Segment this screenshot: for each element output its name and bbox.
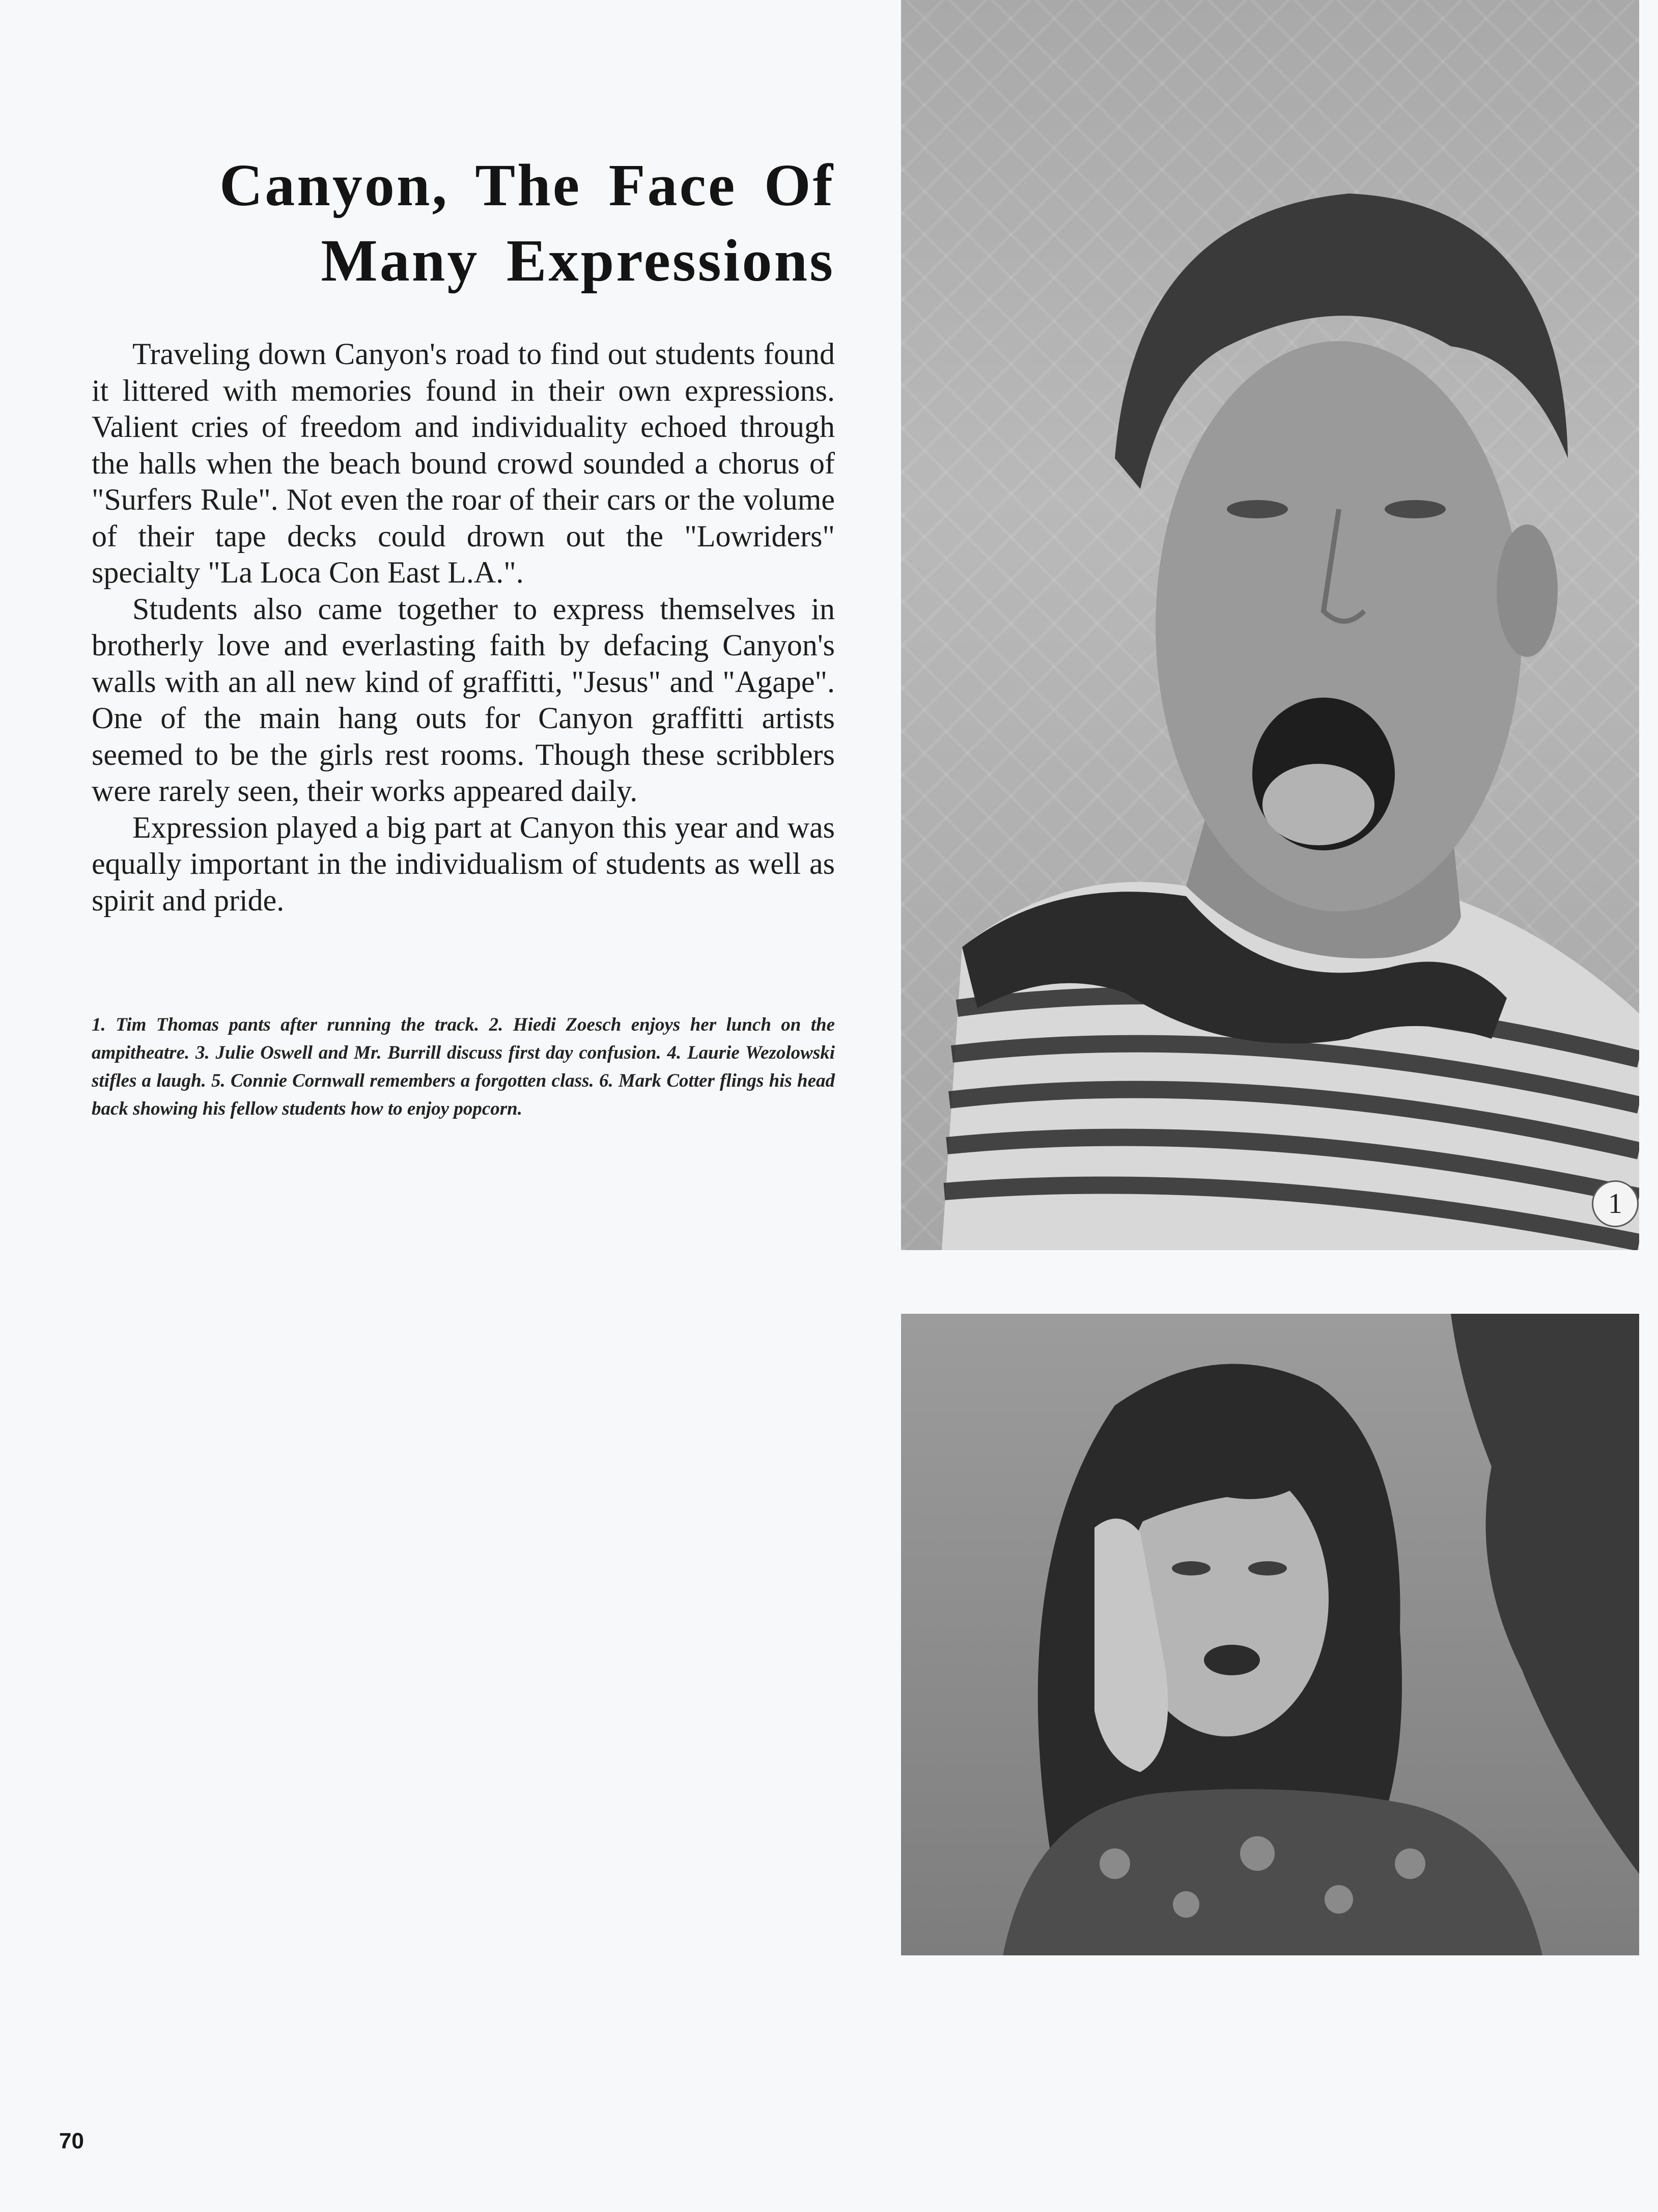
article-body [92,336,835,919]
title-line-1: Canyon, The Face Of [219,152,835,218]
photo-captions: 1. Tim Thomas pants after running the track. 2. Hiedi Zoesch enjoys her lunch on the ampitheatre. 3. Julie Oswell and Mr. Burrill discuss first day confusion. 4. Laurie Wezolowski stifles a laugh. 5. Connie Cornwall remembers a forgotten class. 6. Mark Cotter flings his head back showing his fellow students how to enjoy popcorn. [92,1014,835,1119]
page-number: 70 [59,2128,84,2153]
body-paragraph-2: Students also came together to express themselves in brotherly love and everlasting faith by defacing Canyon's walls with an all new kind of graffitti, "Jesus" and "Agape". One of the main hang outs for Canyon graffitti artists seemed to be the girls rest rooms. Though these scribblers were rarely seen, their works appeared daily. [92,592,835,808]
photo-boy-illustration [901,0,1639,1250]
article-title [81,148,835,298]
photo-number-badge-1: 1 [1592,1180,1639,1227]
photo-girl-remembering [901,1314,1639,1955]
title-line-2: Many Expressions [321,227,835,294]
body-paragraph-1: Traveling down Canyon's road to find out students found it littered with memories found in their own expressions. Valient cries of freedom and individuality echoed through the halls when the beach bound crowd sounded a chorus of "Surfers Rule". Not even the roar of their cars or the volume of their tape decks could drown out the "Lowriders" specialty "La Loca Con East L.A.". [92,337,835,589]
photo-girl-illustration [901,1314,1639,1955]
photo-boy-panting [901,0,1639,1250]
body-paragraph-3: Expression played a big part at Canyon this year and was equally important in the individualism of students as well as spirit and pride. [92,810,835,917]
